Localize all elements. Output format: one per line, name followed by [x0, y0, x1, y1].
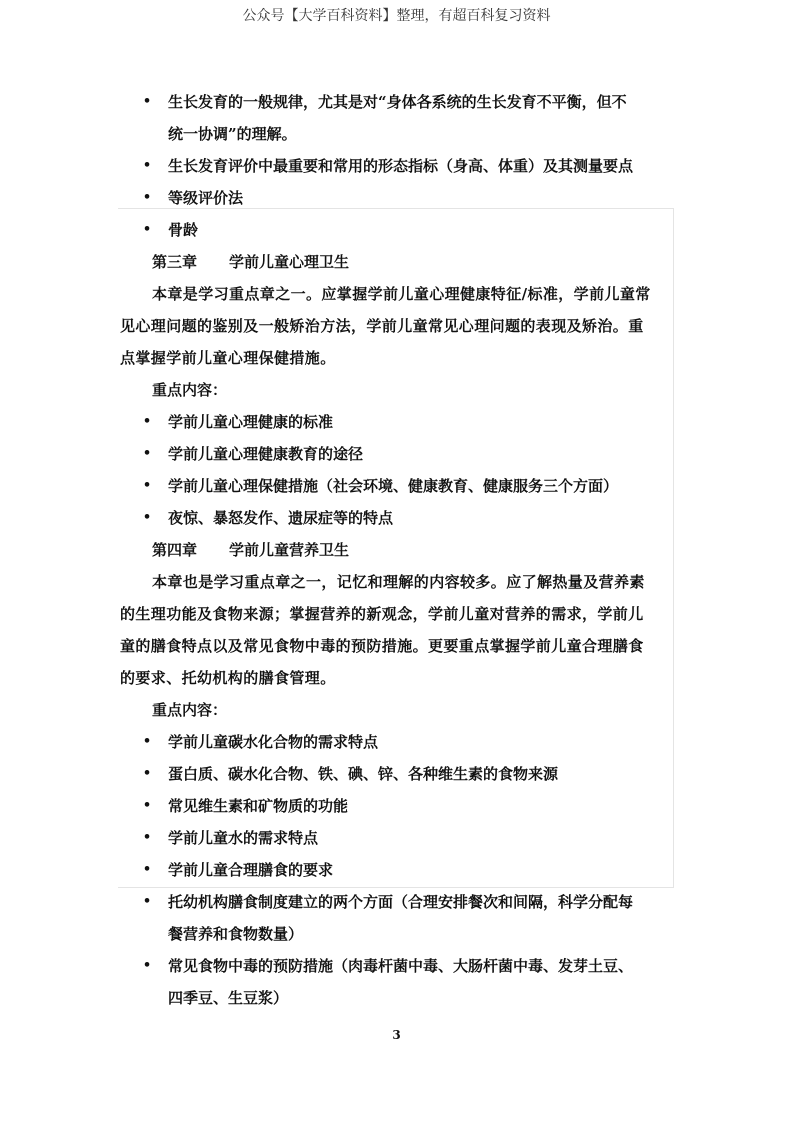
list-item-text: 生长发育评价中最重要和常用的形态指标（身高、体重）及其测量要点: [168, 157, 634, 175]
document-body: [120, 86, 675, 1014]
list-item-text: 餐营养和食物数量）: [168, 925, 304, 943]
list-item: [120, 822, 675, 854]
paragraph: [120, 278, 675, 374]
bullet-icon: •: [142, 158, 152, 173]
list-item-text: 托幼机构膳食制度建立的两个方面（合理安排餐次和间隔，科学分配每: [168, 893, 634, 911]
list-item-text: 学前儿童合理膳食的要求: [168, 861, 334, 879]
chapter-title: 学前儿童心理卫生: [229, 253, 350, 271]
bullet-icon: •: [142, 766, 152, 781]
list-item-text: 蛋白质、碳水化合物、铁、碘、锌、各种维生素的食物来源: [168, 765, 559, 783]
bullet-icon: •: [142, 734, 152, 749]
chapter-heading: [120, 246, 675, 278]
list-item: [120, 854, 675, 886]
key-points-label: 重点内容：: [152, 381, 228, 399]
list-item: [120, 726, 675, 758]
list-item-text: 学前儿童心理健康教育的途径: [168, 445, 364, 463]
bullet-icon: •: [142, 478, 152, 493]
list-item-text: 学前儿童心理健康的标准: [168, 413, 334, 431]
list-item-text: 学前儿童碳水化合物的需求特点: [168, 733, 379, 751]
bullet-icon: •: [142, 798, 152, 813]
list-item: [120, 950, 675, 1014]
list-item-text: 常见维生素和矿物质的功能: [168, 797, 349, 815]
bullet-icon: •: [142, 830, 152, 845]
list-item: [120, 790, 675, 822]
list-item: [120, 758, 675, 790]
bullet-icon: •: [142, 958, 152, 973]
list-item-text: 夜惊、暴怒发作、遗尿症等的特点: [168, 509, 394, 527]
paragraph-line: 点掌握学前儿童心理保健措施。: [120, 349, 336, 367]
list-item-text: 统一协调”的理解。: [168, 125, 297, 143]
list-item-text: 学前儿童水的需求特点: [168, 829, 319, 847]
bullet-icon: •: [142, 862, 152, 877]
list-item: [120, 470, 675, 502]
bullet-icon: •: [142, 222, 152, 237]
bullet-icon: •: [142, 894, 152, 909]
paragraph-line: 的要求、托幼机构的膳食管理。: [120, 669, 336, 687]
list-item-text: 等级评价法: [168, 189, 244, 207]
list-item-text: 骨龄: [168, 221, 199, 239]
bullet-icon: •: [142, 94, 152, 109]
list-item: [120, 886, 675, 950]
bullet-icon: •: [142, 446, 152, 461]
page-number: 3: [392, 1028, 401, 1042]
list-item: [120, 150, 675, 182]
paragraph-line: 的生理功能及食物来源；掌握营养的新观念，学前儿童对营养的需求，学前儿: [120, 605, 644, 623]
paragraph-line: 童的膳食特点以及常见食物中毒的预防措施。更要重点掌握学前儿童合理膳食: [120, 637, 644, 655]
chapter-heading: [120, 534, 675, 566]
list-item: [120, 86, 675, 150]
page-header: 公众号【大学百科资料】整理，有超百科复习资料: [242, 8, 551, 24]
list-item: [120, 214, 675, 246]
paragraph: [120, 566, 675, 694]
bullet-icon: •: [142, 190, 152, 205]
list-item-text: 学前儿童心理保健措施（社会环境、健康教育、健康服务三个方面）: [168, 477, 619, 495]
chapter-number: 第四章: [152, 541, 198, 559]
list-item-text: 生长发育的一般规律，尤其是对“身体各系统的生长发育不平衡，但不: [168, 93, 627, 111]
list-item: [120, 182, 675, 214]
list-item: [120, 438, 675, 470]
paragraph-line: 本章是学习重点章之一。应掌握学前儿童心理健康特征/标准，学前儿童常: [152, 285, 651, 303]
paragraph-line: 见心理问题的鉴别及一般矫治方法，学前儿童常见心理问题的表现及矫治。重: [120, 317, 644, 335]
paragraph-line: 本章也是学习重点章之一，记忆和理解的内容较多。应了解热量及营养素: [152, 573, 645, 591]
chapter-number: 第三章: [152, 253, 198, 271]
bullet-icon: •: [142, 510, 152, 525]
bullet-icon: •: [142, 414, 152, 429]
list-item-text: 常见食物中毒的预防措施（肉毒杆菌中毒、大肠杆菌中毒、发芽土豆、: [168, 957, 634, 975]
list-item: [120, 406, 675, 438]
key-points-label: 重点内容：: [152, 701, 228, 719]
list-item: [120, 502, 675, 534]
chapter-title: 学前儿童营养卫生: [229, 541, 350, 559]
list-item-text: 四季豆、生豆浆）: [168, 989, 289, 1007]
